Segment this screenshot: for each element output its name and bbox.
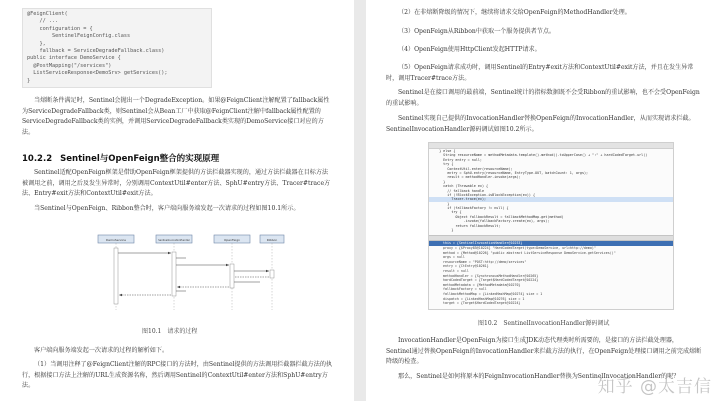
section-number: 10.2.2 [22, 154, 53, 164]
code-line: configuration = { [27, 25, 93, 32]
code-line-highlighted: Tracer.trace(ex); [429, 197, 673, 201]
lifeline-label: SentinelInvocationHandler [158, 238, 190, 242]
code-line: } else { [435, 149, 456, 153]
code-line: } [27, 77, 31, 84]
debug-variable: proxy = {$Proxy85@10224} "HardCodedTarget(type=DemoService, url=http://demo)" [443, 246, 596, 251]
debug-variable: hardCodedTarget = {Target$HardCodedTarget@10224} [443, 278, 539, 283]
debug-variable: methodMetadata = {MethodMetadata@10270} [443, 282, 521, 287]
list-item: （4）OpenFeign使用HttpClient发起HTTP请求。 [398, 46, 541, 53]
lifeline-label: OpenFeign [223, 237, 241, 242]
debug-variable: fallbackFactory = null [443, 287, 487, 292]
code-line: .invoke(fallbackFactory.create(ex), args); [435, 219, 550, 224]
code-line: } [435, 179, 446, 184]
debug-variable-selected: this = {SentinelInvocationHandler@10253} [429, 241, 673, 246]
debug-variable: method = {Method@10226} "public abstract ListServiceResponse DemoService.getServices()" [443, 250, 616, 255]
left-page [0, 0, 354, 401]
activation-bar [270, 270, 274, 278]
code-line: // fallback handle [435, 188, 484, 193]
debug-variable: entry = {CtEntry@10261} [443, 264, 489, 269]
code-line: @FeignClient( [27, 11, 68, 17]
code-line: public interface DemoService { [27, 55, 121, 62]
intro-paragraph: 当熔断条件满足时，Sentinel会抛出一个DegradeException。如果@FeignClient注解配置了fallback属性为ServiceDegradeFallback类，则Sentinel会从Bean工厂中获取@FeignClient注解中fallback属性配置的ServiceDegradeFallback类的实例，并调用ServiceDegradeFallback类实现的DemoService接口对应的方法。 [22, 97, 330, 136]
arrow-head [168, 252, 171, 254]
sequence-diagram [60, 232, 285, 312]
code-line: String resourceName = methodMetadata.template().method().toUpperCase() + ":" + hardCodedTarget.url() [435, 153, 648, 158]
body-paragraph: Sentinel实现自己提供的InvocationHandler替换OpenFeign的InvocationHandler，从而实现请求拦截。SentinelInvocationHandler源码调试如图10.2所示。 [386, 115, 695, 133]
code-line: @PostMapping("/services") [27, 62, 112, 69]
debug-variable: dispatch = {LinkedHashMap@10276} size = 1 [443, 296, 525, 301]
code-line: SentinelFeignConfig.class [27, 33, 131, 40]
code-line: } [435, 201, 450, 206]
debug-variable: args = null [443, 255, 465, 260]
code-line: } [435, 228, 454, 233]
code-line: try { [435, 210, 462, 215]
figure-caption: 图10.1 请求的过程 [142, 328, 198, 335]
arrow-head [177, 286, 180, 288]
debug-variable: fallbackMethodMap = {LinkedHashMap@10274} size = 1 [443, 291, 543, 296]
code-line: if (fallbackFactory != null) { [435, 206, 509, 211]
arrow-head [226, 264, 229, 266]
code-line: ContextUtil.enter(resourceName); [435, 166, 513, 171]
activation-bar [230, 264, 234, 288]
activation-bar [172, 252, 176, 296]
watermark: 知乎 @太吉信 [597, 377, 712, 397]
activation-bar [114, 248, 118, 304]
body-paragraph: Sentinel是在接口调用的最前端，Sentinel统计的指标数据既不会受Ribbon的重试影响，也不会受OpenFeign的重试影响。 [386, 89, 700, 107]
body-paragraph: 那么，Sentinel是如何将原本的FeignInvocationHandler替换为SentinelInvocationHandler的呢？ [398, 373, 680, 380]
code-line: ListServiceResponse<DemoSrv> getServices(); [27, 70, 168, 77]
code-line: try { [435, 162, 454, 167]
code-line: Entry entry = null; [435, 157, 482, 162]
debug-variable: resourceName = "POST:http://demo/services" [443, 259, 527, 264]
right-page [366, 0, 720, 401]
code-line: return fallbackResult; [435, 223, 501, 228]
code-line: Object fallbackResult = fallbackMethodMap.get(method) [435, 214, 564, 219]
arrow-head [266, 270, 269, 272]
arrow-head [119, 294, 122, 296]
code-line: }, [27, 40, 46, 47]
code-line: fallback = ServiceDegradeFallback.class) [27, 48, 165, 55]
debug-variable: methodHandler = {SynchronousMethodHandler@10265} [443, 273, 539, 278]
list-item: （5）OpenFeign请求成功时，调用Sentinel的Entry#exit方法和ContextUtil#exit方法，并且在发生异常时，调用Tracer#trace方法。 [386, 64, 694, 82]
code-line: catch (Throwable ex) { [435, 184, 489, 189]
code-line: // ... [27, 18, 59, 25]
lifeline-label: DemoService [105, 237, 127, 242]
lifeline-label: Ribbon [266, 237, 278, 242]
body-paragraph: 客户端向服务端发起一次请求的过程的解析如下。 [34, 347, 169, 354]
body-paragraph: 当Sentinel与OpenFeign、Ribbon整合时，客户端向服务端发起一次请求的过程如图10.1所示。 [34, 205, 300, 212]
code-line: if (!BlockException.isBlockException(ex)) { [435, 192, 536, 197]
debug-variable: target = {Target$HardCodedTarget@10224} [443, 301, 521, 306]
debug-variable: result = null [443, 268, 469, 273]
list-item: （3）OpenFeign从Ribbon中获取一个服务提供者节点。 [398, 28, 556, 35]
section-title: Sentinel与OpenFeign整合的实现原理 [60, 154, 220, 164]
figure-caption: 图10.2 SentinelInvocationHandler源码调试 [478, 320, 610, 327]
code-line: entry = SphU.entry(resourceName, EntryType.OUT, batchCount: 1, args); [435, 170, 589, 175]
code-line: result = methodHandler.invoke(args); [435, 175, 521, 180]
body-paragraph: InvocationHandler是OpenFeign为接口生成JDK动态代理类时所需要的，是接口的方法拦截处理器，Sentinel通过替换OpenFeign的InvocationHandler来拦截方法的执行，在OpenFeign处理接口调用之前完成熔断降级的检查。 [386, 337, 702, 365]
ide-debug-screenshot [428, 142, 674, 310]
list-item: （2）在非熔断降级的情况下，继续将请求交给OpenFeign的MethodHandler处理。 [398, 9, 631, 16]
body-paragraph: Sentinel适配OpenFeign框架是借助OpenFeign框架提供的方法拦截器实现的，通过方法拦截器在目标方法被调用之前，调用之后及发生异常时，分别调用ContextUtil#enter方法、SphU#entry方法、Tracer#trace方法、Entry#exit方法和ContextUtil#exit方法。 [22, 169, 331, 197]
section-heading [22, 152, 219, 164]
body-paragraph: （1）当调用注释了@FeignClient注解的RPC接口的方法时，由Sentinel提供的方法调用拦截器拦截方法的执行，根据接口方法上注解的URL生成资源名称，然后调用Sentinel的ContextUtil#enter方法和SphU#entry方法。 [22, 361, 333, 389]
code-block [22, 8, 212, 88]
